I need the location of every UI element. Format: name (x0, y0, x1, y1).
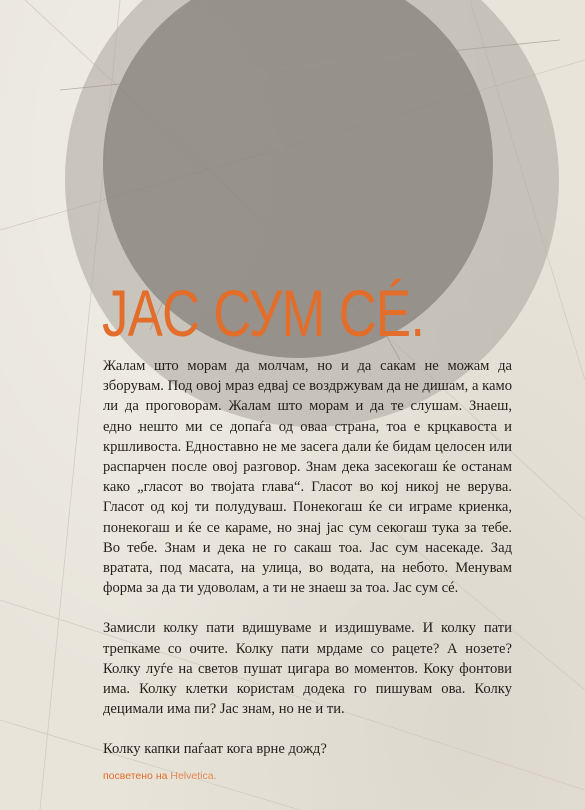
paragraph-3: Колку капки паѓаат кога врне дожд? (103, 741, 327, 758)
paragraph-1: Жалам што морам да молчам, но и да сакам не можам да зборувам. Под овој мраз едвај се воздржувам да не дишам, а камо ли да проговорам. Жалам што морам и да те слушам. Знаеш, едно нешто ми се допаѓа од оваа страна, тоа е крцкавоста и кршливоста. Едноставно не ме засега дали ќе бидам целосен или распарчен после овој разговор. Знам дека засекогаш ќе останам како „гласот во твојата глава“. Гласот во кој никој не верува. Гласот од кој ти полудуваш. Понекогаш ќе си играме криенка, понекогаш и ќе се караме, но знај јас сум секогаш тука за тебе. Во тебе. Знам и дека не го сакаш тоа. Јас сум насекаде. Зад вратата, под масата, на улица, во водата, на небото. Менувам форма за да ти удоволам, а ти не знаеш за тоа. Јас сум сé. (103, 358, 512, 597)
body-text (103, 356, 512, 780)
dedication-prefix: посветено на (103, 770, 171, 782)
page-title: JAC СУМ СÉ. (102, 276, 425, 350)
dedication (103, 770, 216, 782)
paragraph-2: Замисли колку пати вдишуваме и издишуваме. И колку пати трепкаме со очите. Колку пати мрдаме со рацете? А нозете? Колку луѓе на светов пушат цигара во моментов. Коку фонтови има. Колку клетки користам додека го пишувам ова. Колку децимали има пи? Јас знам, но не и ти. (103, 620, 512, 718)
dedication-name: Helvetica. (170, 770, 217, 782)
